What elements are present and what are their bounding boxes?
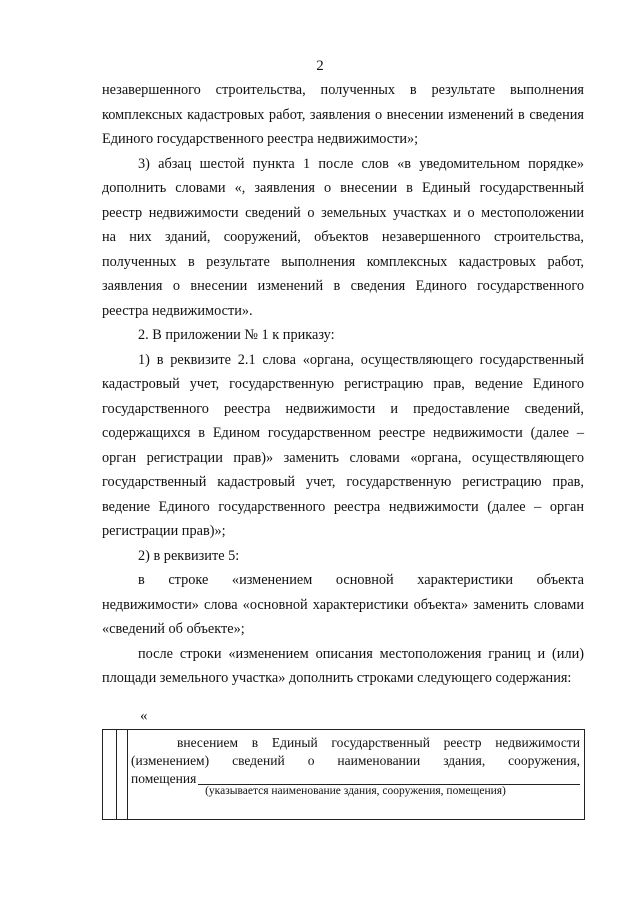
paragraph-section-2 <box>102 323 584 348</box>
text-line: содержащихся в Едином государственном реестре недвижимости (далее – <box>102 425 584 441</box>
text-line: 2) в реквизите 5: <box>138 547 240 564</box>
text-line: «сведений об объекте»; <box>102 621 245 637</box>
text-line: кадастровый учет, государственную регистрацию прав, ведение Единого <box>102 376 584 392</box>
text-line: полученных в результате выполнения комплексных кадастровых работ, <box>102 253 584 270</box>
paragraph-line-change <box>102 568 584 642</box>
text-line: реестр недвижимости сведений о земельных участках и о местоположении <box>102 204 584 221</box>
table-text-line: (изменением) сведений о наименовании здания, сооружения, <box>131 753 580 768</box>
text-line: заявления о внесении изменений в сведения Единого государственного <box>102 278 584 294</box>
table-column-divider <box>127 730 128 819</box>
paragraph-item-1 <box>102 348 584 544</box>
opening-quote: « <box>140 708 148 724</box>
document-body <box>102 78 584 691</box>
text-line: в строке «изменением основной характеристики объекта <box>138 572 584 588</box>
text-line: регистрации прав)»; <box>102 523 226 539</box>
table-text-line: внесением в Единый государственный реестр недвижимости <box>177 735 580 750</box>
table-fill-label: помещения <box>131 771 197 786</box>
text-line: незавершенного строительства, полученных в результате выполнения <box>102 82 584 98</box>
text-line: 1) в реквизите 2.1 слова «органа, осуществляющего государственный <box>138 351 584 368</box>
paragraph-item-3 <box>102 152 584 324</box>
text-line: государственного реестра недвижимости и предоставление сведений, <box>102 400 584 417</box>
table-column-divider <box>116 730 117 819</box>
text-line: 2. В приложении № 1 к приказу: <box>138 327 335 343</box>
paragraph-add-lines <box>102 642 584 691</box>
text-line: реестра недвижимости». <box>102 302 253 319</box>
text-line: Единого государственного реестра недвижимости»; <box>102 131 419 147</box>
text-line: дополнить словами «, заявления о внесении в Единый государственный <box>102 180 584 196</box>
text-line: недвижимости» слова «основной характеристики объекта» заменить словами <box>102 596 584 613</box>
text-line: комплексных кадастровых работ, заявления о внесении изменений в сведения <box>102 106 584 123</box>
text-line: орган регистрации прав)» заменить словами «органа, осуществляющего <box>102 449 584 466</box>
text-line: государственный кадастровый учет, государственную регистрацию прав, <box>102 474 584 490</box>
text-line: после строки «изменением описания местоположения границ и (или) <box>138 645 584 662</box>
inserted-table <box>102 729 585 820</box>
text-line: на них зданий, сооружений, объектов незавершенного строительства, <box>102 229 584 245</box>
blank-underline <box>198 772 580 785</box>
table-cell-text <box>131 734 580 788</box>
table-hint-note: (указывается наименование здания, сооружения, помещения) <box>205 785 506 797</box>
text-line: ведение Единого государственного реестра недвижимости (далее – орган <box>102 498 584 515</box>
page-number: 2 <box>316 58 324 74</box>
text-line: площади земельного участка» дополнить строками следующего содержания: <box>102 670 572 686</box>
text-line: 3) абзац шестой пункта 1 после слов «в уведомительном порядке» <box>138 155 584 172</box>
paragraph-continuation <box>102 78 584 152</box>
paragraph-item-2 <box>102 544 584 569</box>
